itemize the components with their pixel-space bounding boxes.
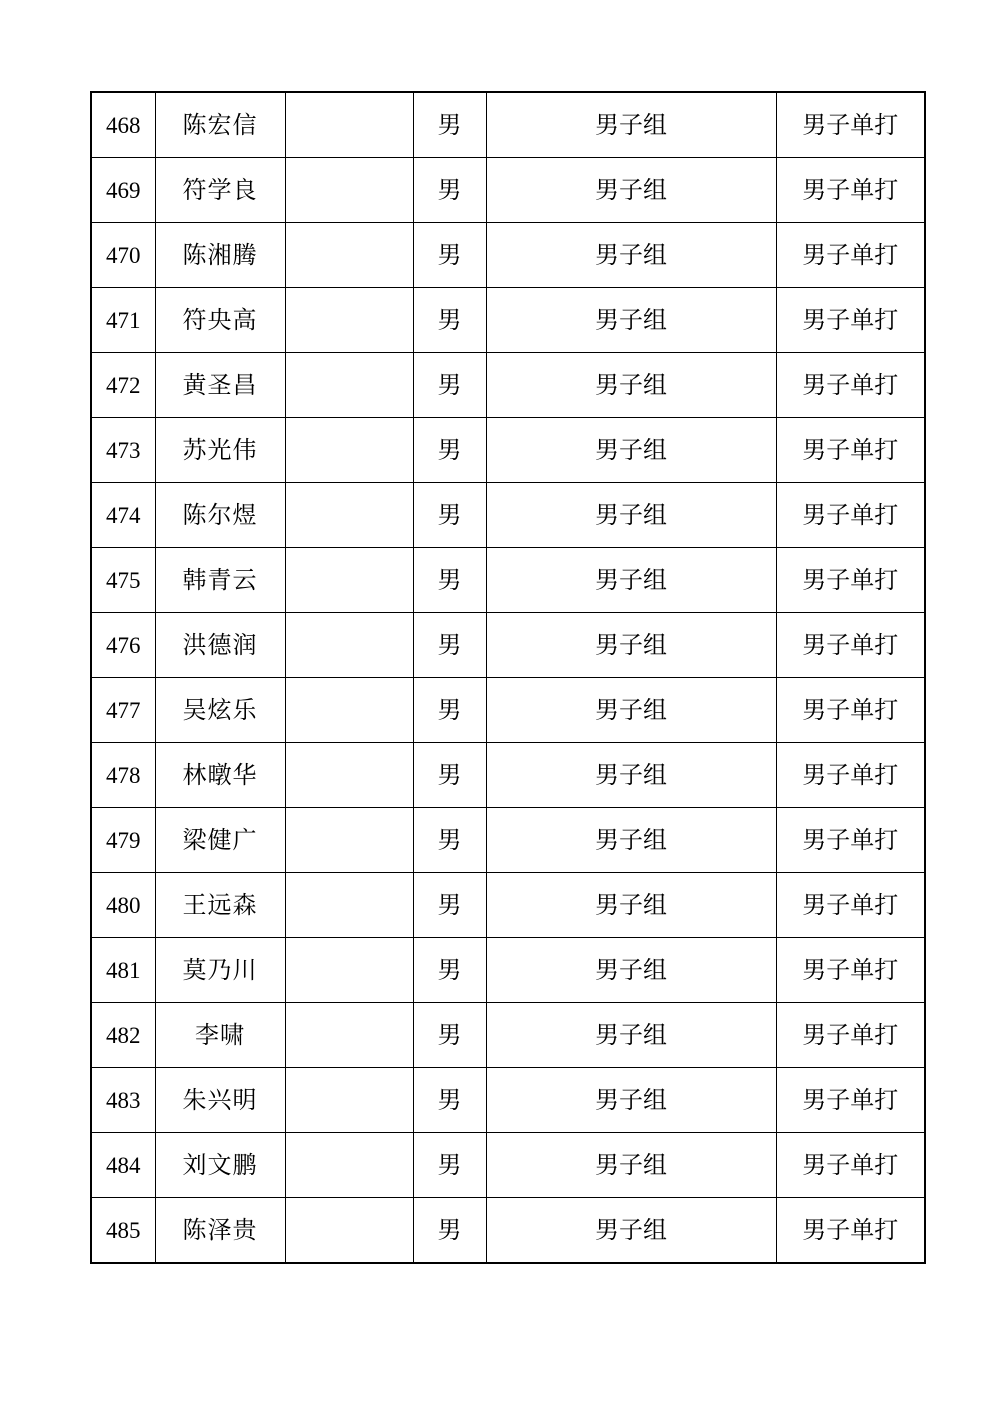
group-cell: 男子组 [486, 808, 776, 873]
event-cell: 男子单打 [776, 808, 925, 873]
event-cell: 男子单打 [776, 1198, 925, 1264]
group-cell: 男子组 [486, 1198, 776, 1264]
entry-number-cell: 468 [91, 92, 155, 158]
event-cell: 男子单打 [776, 613, 925, 678]
player-name-cell: 陈泽贵 [155, 1198, 285, 1264]
gender-cell: 男 [413, 548, 486, 613]
player-name-cell: 刘文鹏 [155, 1133, 285, 1198]
unit-cell [285, 223, 413, 288]
player-name-cell: 梁健广 [155, 808, 285, 873]
table-row [91, 92, 925, 158]
player-name-cell: 韩青云 [155, 548, 285, 613]
gender-cell: 男 [413, 92, 486, 158]
entry-number-cell: 481 [91, 938, 155, 1003]
entry-number-cell: 472 [91, 353, 155, 418]
gender-cell: 男 [413, 613, 486, 678]
entry-number-cell: 482 [91, 1003, 155, 1068]
gender-cell: 男 [413, 223, 486, 288]
player-name-cell: 王远森 [155, 873, 285, 938]
entry-number-cell: 483 [91, 1068, 155, 1133]
player-name-cell: 陈宏信 [155, 92, 285, 158]
gender-cell: 男 [413, 353, 486, 418]
unit-cell [285, 92, 413, 158]
group-cell: 男子组 [486, 353, 776, 418]
entry-number-cell: 475 [91, 548, 155, 613]
event-cell: 男子单打 [776, 92, 925, 158]
registration-table [90, 91, 926, 1264]
table-row [91, 938, 925, 1003]
gender-cell: 男 [413, 1003, 486, 1068]
event-cell: 男子单打 [776, 548, 925, 613]
group-cell: 男子组 [486, 288, 776, 353]
group-cell: 男子组 [486, 1003, 776, 1068]
group-cell: 男子组 [486, 158, 776, 223]
event-cell: 男子单打 [776, 483, 925, 548]
gender-cell: 男 [413, 1198, 486, 1264]
entry-number-cell: 479 [91, 808, 155, 873]
event-cell: 男子单打 [776, 418, 925, 483]
unit-cell [285, 1003, 413, 1068]
group-cell: 男子组 [486, 92, 776, 158]
player-name-cell: 苏光伟 [155, 418, 285, 483]
table-row [91, 483, 925, 548]
player-name-cell: 陈湘腾 [155, 223, 285, 288]
group-cell: 男子组 [486, 678, 776, 743]
table-row [91, 288, 925, 353]
event-cell: 男子单打 [776, 873, 925, 938]
unit-cell [285, 873, 413, 938]
player-name-cell: 洪德润 [155, 613, 285, 678]
player-name-cell: 莫乃川 [155, 938, 285, 1003]
group-cell: 男子组 [486, 938, 776, 1003]
unit-cell [285, 808, 413, 873]
gender-cell: 男 [413, 938, 486, 1003]
table-row [91, 353, 925, 418]
player-name-cell: 黄圣昌 [155, 353, 285, 418]
event-cell: 男子单打 [776, 223, 925, 288]
event-cell: 男子单打 [776, 158, 925, 223]
entry-number-cell: 473 [91, 418, 155, 483]
gender-cell: 男 [413, 743, 486, 808]
group-cell: 男子组 [486, 223, 776, 288]
unit-cell [285, 158, 413, 223]
group-cell: 男子组 [486, 1133, 776, 1198]
entry-number-cell: 485 [91, 1198, 155, 1264]
unit-cell [285, 548, 413, 613]
entry-number-cell: 480 [91, 873, 155, 938]
gender-cell: 男 [413, 1133, 486, 1198]
table-row [91, 808, 925, 873]
table-row [91, 1133, 925, 1198]
entry-number-cell: 476 [91, 613, 155, 678]
player-name-cell: 林暾华 [155, 743, 285, 808]
table-row [91, 678, 925, 743]
table-row [91, 223, 925, 288]
unit-cell [285, 418, 413, 483]
unit-cell [285, 288, 413, 353]
group-cell: 男子组 [486, 483, 776, 548]
entry-number-cell: 478 [91, 743, 155, 808]
group-cell: 男子组 [486, 1068, 776, 1133]
unit-cell [285, 1198, 413, 1264]
entry-number-cell: 484 [91, 1133, 155, 1198]
unit-cell [285, 678, 413, 743]
table-row [91, 613, 925, 678]
event-cell: 男子单打 [776, 743, 925, 808]
gender-cell: 男 [413, 483, 486, 548]
event-cell: 男子单打 [776, 1068, 925, 1133]
entry-number-cell: 470 [91, 223, 155, 288]
entry-number-cell: 469 [91, 158, 155, 223]
player-name-cell: 陈尔煜 [155, 483, 285, 548]
gender-cell: 男 [413, 873, 486, 938]
gender-cell: 男 [413, 418, 486, 483]
group-cell: 男子组 [486, 548, 776, 613]
unit-cell [285, 1068, 413, 1133]
table-row [91, 1198, 925, 1264]
table-row [91, 548, 925, 613]
event-cell: 男子单打 [776, 938, 925, 1003]
table-row [91, 418, 925, 483]
player-name-cell: 李啸 [155, 1003, 285, 1068]
gender-cell: 男 [413, 678, 486, 743]
entry-number-cell: 474 [91, 483, 155, 548]
group-cell: 男子组 [486, 873, 776, 938]
gender-cell: 男 [413, 158, 486, 223]
unit-cell [285, 743, 413, 808]
group-cell: 男子组 [486, 743, 776, 808]
group-cell: 男子组 [486, 613, 776, 678]
entry-number-cell: 471 [91, 288, 155, 353]
unit-cell [285, 483, 413, 548]
gender-cell: 男 [413, 1068, 486, 1133]
player-name-cell: 吴炫乐 [155, 678, 285, 743]
event-cell: 男子单打 [776, 1003, 925, 1068]
table-row [91, 158, 925, 223]
entry-number-cell: 477 [91, 678, 155, 743]
event-cell: 男子单打 [776, 288, 925, 353]
unit-cell [285, 353, 413, 418]
registration-table-body [91, 92, 925, 1263]
player-name-cell: 符央高 [155, 288, 285, 353]
gender-cell: 男 [413, 808, 486, 873]
event-cell: 男子单打 [776, 1133, 925, 1198]
table-row [91, 1003, 925, 1068]
unit-cell [285, 613, 413, 678]
player-name-cell: 朱兴明 [155, 1068, 285, 1133]
table-row [91, 1068, 925, 1133]
event-cell: 男子单打 [776, 353, 925, 418]
table-row [91, 873, 925, 938]
event-cell: 男子单打 [776, 678, 925, 743]
unit-cell [285, 1133, 413, 1198]
group-cell: 男子组 [486, 418, 776, 483]
table-row [91, 743, 925, 808]
player-name-cell: 符学良 [155, 158, 285, 223]
unit-cell [285, 938, 413, 1003]
gender-cell: 男 [413, 288, 486, 353]
